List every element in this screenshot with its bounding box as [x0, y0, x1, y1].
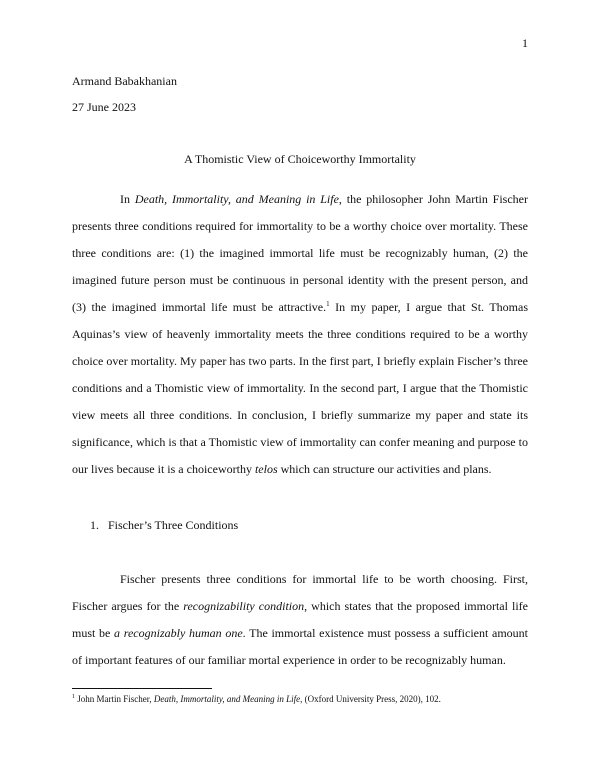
section-heading	[72, 518, 238, 533]
paper-title: A Thomistic View of Choiceworthy Immortality	[184, 152, 416, 166]
intro-lead: In	[120, 192, 135, 206]
footnote-lead: John Martin Fischer,	[75, 694, 154, 704]
paper-date: 27 June 2023	[72, 100, 136, 114]
section-title: Fischer’s Three Conditions	[108, 518, 239, 532]
author-name: Armand Babakhanian	[72, 74, 177, 88]
section1-emphasis: a recognizably human one	[114, 626, 243, 640]
intro-book-title: Death, Immortality, and Meaning in Life	[134, 192, 339, 206]
footnote-marker: 1	[72, 694, 75, 700]
section1-text-1: Fischer presents three conditions for immortal life to be worth choosing. First, Fischer argues for the	[72, 572, 528, 613]
intro-telos: telos	[254, 462, 278, 476]
intro-text-2: In my paper, I argue that St. Thomas Aquinas’s view of heavenly immortality meets the three conditions required to be a worthy choice over mortality. My paper has two parts. In the first part, I briefly explain Fischer’s three conditions and a Thomistic view of immortality. In the second part, I argue that the Thomistic view meets all three conditions. In conclusion, I briefly summarize my paper and state its significance, which is that a Thomistic view of immortality can confer meaning and purpose to our lives because it is a choiceworthy	[72, 300, 528, 476]
intro-text-3: which can structure our activities and plans.	[277, 462, 492, 476]
section1-text-2: , which states that the proposed immortal life must be	[72, 599, 528, 640]
intro-text-1: , the philosopher John Martin Fischer presents three conditions required for immortality to be a worthy choice over mortality. These three conditions are: (1) the imagined immortal life must be recognizably human, (2) the imagined future person must be continuous in personal identity with the present person, and (3) the imagined immortal life must be attractive.	[72, 192, 529, 314]
section1-text-3: . The immortal existence must possess a sufficient amount of important features of our familiar mortal experience in order to be recognizably human.	[72, 626, 528, 667]
footnote	[72, 694, 441, 704]
intro-paragraph	[72, 186, 528, 483]
section1-term: recognizability condition	[183, 599, 305, 613]
section-number: 1.	[90, 518, 99, 532]
footnote-book-title: Death, Immortality, and Meaning in Life	[153, 694, 301, 704]
footnote-divider	[72, 688, 212, 689]
section1-paragraph	[72, 566, 528, 674]
footnote-rest: , (Oxford University Press, 2020), 102.	[300, 694, 441, 704]
footnote-reference[interactable]: 1	[326, 300, 330, 308]
page-number: 1	[522, 36, 528, 50]
